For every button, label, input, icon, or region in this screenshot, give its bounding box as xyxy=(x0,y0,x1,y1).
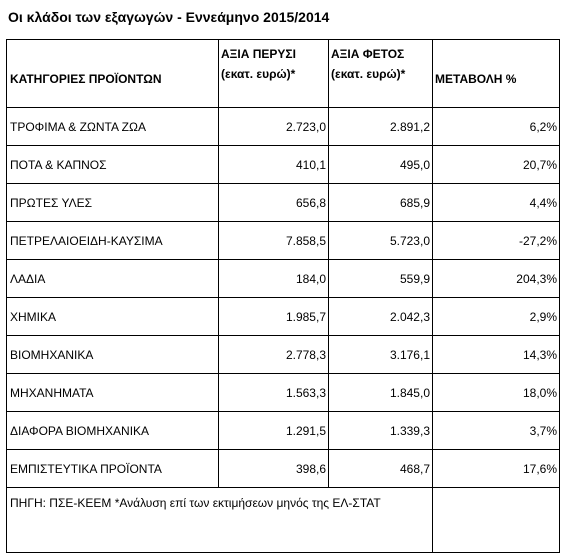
row-last-year: 7.858,5 xyxy=(219,222,329,260)
table-row xyxy=(7,260,560,298)
row-last-year: 410,1 xyxy=(219,146,329,184)
row-last-year: 2.778,3 xyxy=(219,336,329,374)
row-this-year: 685,9 xyxy=(329,184,433,222)
row-category: ΠΡΩΤΕΣ ΥΛΕΣ xyxy=(7,184,219,222)
table-row xyxy=(7,298,560,336)
footer-empty-cell xyxy=(433,488,560,553)
table-row xyxy=(7,146,560,184)
header-this-year-line2: (εκατ. ευρώ)* xyxy=(331,67,406,81)
row-last-year: 1.985,7 xyxy=(219,298,329,336)
row-this-year: 1.339,3 xyxy=(329,412,433,450)
row-category: ΒΙΟΜΗΧΑΝΙΚΑ xyxy=(7,336,219,374)
row-last-year: 398,6 xyxy=(219,450,329,488)
row-this-year: 495,0 xyxy=(329,146,433,184)
row-category: ΧΗΜΙΚΑ xyxy=(7,298,219,336)
row-last-year: 184,0 xyxy=(219,260,329,298)
row-category: ΛΑΔΙΑ xyxy=(7,260,219,298)
row-category: ΜΗΧΑΝΗΜΑΤΑ xyxy=(7,374,219,412)
row-change: 3,7% xyxy=(433,412,560,450)
row-this-year: 2.042,3 xyxy=(329,298,433,336)
exports-table xyxy=(6,39,560,553)
row-this-year: 5.723,0 xyxy=(329,222,433,260)
header-this-year-line1: ΑΞΙΑ ΦΕΤΟΣ xyxy=(331,47,405,61)
table-row xyxy=(7,336,560,374)
table-row xyxy=(7,108,560,146)
row-change: 17,6% xyxy=(433,450,560,488)
table-row xyxy=(7,184,560,222)
row-last-year: 656,8 xyxy=(219,184,329,222)
row-category: ΠΕΤΡΕΛΑΙΟΕΙΔΗ-ΚΑΥΣΙΜΑ xyxy=(7,222,219,260)
row-change: -27,2% xyxy=(433,222,560,260)
row-change: 14,3% xyxy=(433,336,560,374)
row-this-year: 2.891,2 xyxy=(329,108,433,146)
source-footnote: ΠΗΓΗ: ΠΣΕ-ΚΕΕΜ *Ανάλυση επί των εκτιμήσεων μηνός της ΕΛ-ΣΤΑΤ xyxy=(7,488,433,553)
row-this-year: 3.176,1 xyxy=(329,336,433,374)
row-change: 2,9% xyxy=(433,298,560,336)
row-change: 4,4% xyxy=(433,184,560,222)
table-row xyxy=(7,450,560,488)
row-category: ΔΙΑΦΟΡΑ ΒΙΟΜΗΧΑΝΙΚΑ xyxy=(7,412,219,450)
row-change: 18,0% xyxy=(433,374,560,412)
row-this-year: 559,9 xyxy=(329,260,433,298)
header-last-year-line2: (εκατ. ευρώ)* xyxy=(221,67,296,81)
table-footer-row xyxy=(7,488,560,553)
row-change: 6,2% xyxy=(433,108,560,146)
row-change: 20,7% xyxy=(433,146,560,184)
row-category: ΕΜΠΙΣΤΕΥΤΙΚΑ ΠΡΟΪΟΝΤΑ xyxy=(7,450,219,488)
row-last-year: 1.563,3 xyxy=(219,374,329,412)
table-header-row xyxy=(7,40,560,108)
header-last-year xyxy=(219,40,329,108)
row-this-year: 468,7 xyxy=(329,450,433,488)
row-category: ΤΡΟΦΙΜΑ & ΖΩΝΤΑ ΖΩΑ xyxy=(7,108,219,146)
row-last-year: 1.291,5 xyxy=(219,412,329,450)
row-last-year: 2.723,0 xyxy=(219,108,329,146)
page-title: Οι κλάδοι των εξαγωγών - Εννεάμηνο 2015/2014 xyxy=(8,9,330,25)
table-row xyxy=(7,374,560,412)
table-row xyxy=(7,412,560,450)
row-this-year: 1.845,0 xyxy=(329,374,433,412)
header-category: ΚΑΤΗΓΟΡΙΕΣ ΠΡΟΪΟΝΤΩΝ xyxy=(7,40,219,108)
row-category: ΠΟΤΑ & ΚΑΠΝΟΣ xyxy=(7,146,219,184)
table-row xyxy=(7,222,560,260)
header-change: ΜΕΤΑΒΟΛΗ % xyxy=(433,40,560,108)
header-last-year-line1: ΑΞΙΑ ΠΕΡΥΣΙ xyxy=(221,47,296,61)
header-this-year xyxy=(329,40,433,108)
row-change: 204,3% xyxy=(433,260,560,298)
